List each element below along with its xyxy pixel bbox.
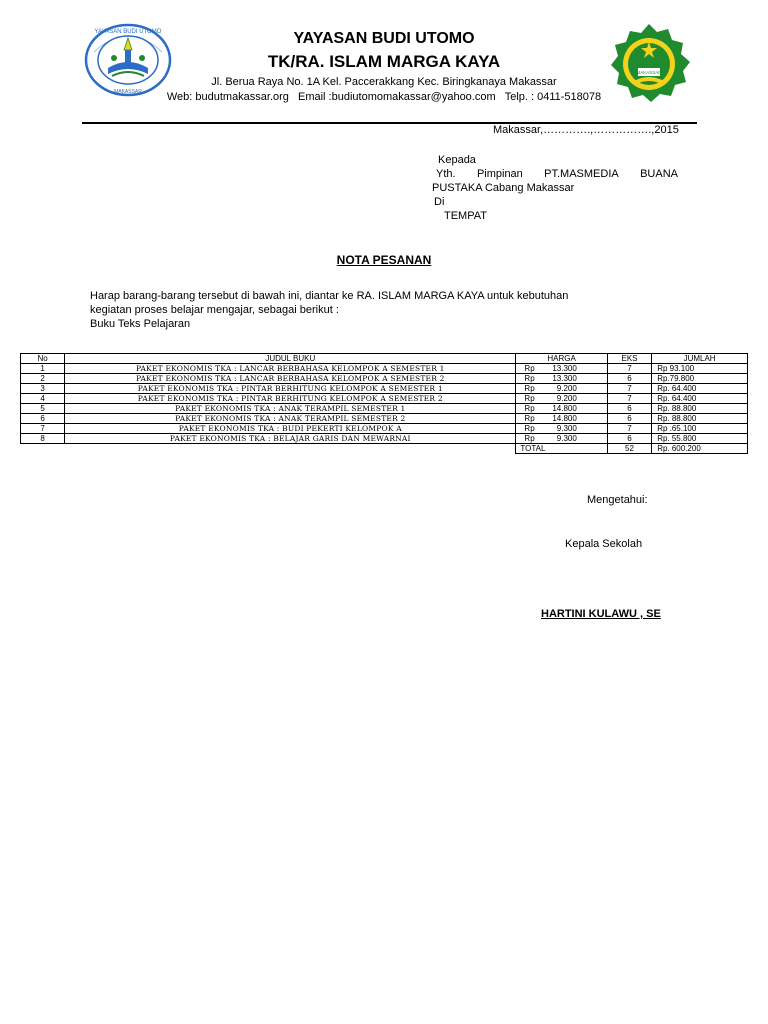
recipient-company: PT.MASMEDIA	[544, 168, 619, 180]
row-harga	[516, 404, 607, 414]
table-row	[21, 424, 748, 434]
recipient-block	[432, 153, 678, 223]
row-harga	[516, 394, 607, 404]
row-no: 6	[21, 414, 65, 424]
recipient-yth-word: Yth.	[436, 168, 456, 180]
svg-text:YAYASAN BUDI UTOMO: YAYASAN BUDI UTOMO	[94, 29, 162, 35]
date-line: Makassar,………….,…………….,2015	[493, 124, 679, 136]
header-harga: HARGA	[516, 354, 607, 364]
total-blank	[65, 444, 516, 454]
row-jumlah: Rp. 64.400	[652, 394, 748, 404]
row-jumlah: Rp. 55.800	[652, 434, 748, 444]
total-jumlah: Rp. 600.200	[652, 444, 748, 454]
row-judul: PAKET EKONOMIS TKA : BUDI PEKERTI KELOMPOK A	[65, 424, 516, 434]
row-harga-amount: 13.300	[552, 374, 577, 383]
row-judul: PAKET EKONOMIS TKA : ANAK TERAMPIL SEMESTER 1	[65, 404, 516, 414]
row-no: 1	[21, 364, 65, 374]
table-header-row	[21, 354, 748, 364]
recipient-tempat: TEMPAT	[444, 210, 487, 222]
row-judul: PAKET EKONOMIS TKA : BELAJAR GARIS DAN MEWARNAI	[65, 434, 516, 444]
order-table-body	[21, 364, 748, 444]
row-eks: 6	[607, 404, 651, 414]
row-judul: PAKET EKONOMIS TKA : ANAK TERAMPIL SEMESTER 2	[65, 414, 516, 424]
signature-title: Kepala Sekolah	[565, 538, 643, 550]
row-judul: PAKET EKONOMIS TKA : PINTAR BERHITUNG KELOMPOK A SEMESTER 2	[65, 394, 516, 404]
row-jumlah: Rp.79.800	[652, 374, 748, 384]
row-eks: 6	[607, 374, 651, 384]
recipient-di: Di	[434, 196, 445, 208]
row-harga-currency: Rp	[524, 374, 535, 383]
row-harga-currency: Rp	[524, 404, 535, 413]
table-row	[21, 384, 748, 394]
row-harga-currency: Rp	[524, 364, 535, 373]
header-judul: JUDUL BUKU	[65, 354, 516, 364]
row-eks: 6	[607, 434, 651, 444]
intro-line: kegiatan proses belajar mengajar, sebagai berikut :	[90, 304, 339, 316]
recipient-pimpinan: Pimpinan	[476, 168, 523, 180]
row-no: 7	[21, 424, 65, 434]
document-title-text: NOTA PESANAN	[336, 253, 432, 267]
row-harga-amount: 9.200	[556, 394, 577, 403]
row-harga	[516, 374, 607, 384]
row-harga-currency: Rp	[524, 414, 535, 423]
row-no: 8	[21, 434, 65, 444]
table-row	[21, 404, 748, 414]
row-no: 3	[21, 384, 65, 394]
row-no: 5	[21, 404, 65, 414]
row-judul: PAKET EKONOMIS TKA : PINTAR BERHITUNG KELOMPOK A SEMESTER 1	[65, 384, 516, 394]
row-harga-amount: 9.300	[556, 434, 577, 443]
row-jumlah: Rp .65.100	[652, 424, 748, 434]
recipient-company-2: BUANA	[640, 168, 678, 180]
recipient-kepada: Kepada	[438, 154, 476, 166]
row-harga-amount: 13.300	[552, 364, 577, 373]
svg-text:MAKASSAR: MAKASSAR	[636, 70, 662, 75]
table-row	[21, 434, 748, 444]
row-jumlah: Rp. 64.400	[652, 384, 748, 394]
recipient-yth	[432, 167, 678, 181]
header-no: No	[21, 354, 65, 364]
row-harga-amount: 14.800	[552, 404, 577, 413]
order-table	[20, 353, 748, 454]
school-name: TK/RA. ISLAM MARGA KAYA	[267, 52, 501, 71]
row-harga-currency: Rp	[524, 394, 535, 403]
document-title	[0, 253, 768, 267]
intro-line: Harap barang-barang tersebut di bawah ini, diantar ke RA. ISLAM MARGA KAYA untuk kebutuhan	[90, 290, 569, 302]
svg-text:MAKASSAR: MAKASSAR	[114, 89, 142, 95]
row-jumlah: Rp. 88.800	[652, 414, 748, 424]
recipient-branch: PUSTAKA Cabang Makassar	[432, 182, 575, 194]
row-eks: 7	[607, 364, 651, 374]
header-jumlah: JUMLAH	[652, 354, 748, 364]
row-harga	[516, 414, 607, 424]
row-no: 2	[21, 374, 65, 384]
table-row	[21, 414, 748, 424]
contact-line	[0, 91, 768, 103]
email: Email :budiutomomakassar@yahoo.com	[298, 91, 496, 103]
website: Web: budutmakassar.org	[166, 91, 289, 103]
row-eks: 7	[607, 384, 651, 394]
signature-name: HARTINI KULAWU , SE	[541, 608, 661, 620]
row-jumlah: Rp 93.100	[652, 364, 748, 374]
letterhead	[0, 18, 768, 110]
signature-mengetahui: Mengetahui:	[587, 494, 648, 506]
row-harga-amount: 9.200	[556, 384, 577, 393]
row-harga	[516, 424, 607, 434]
total-row	[21, 444, 748, 454]
row-no: 4	[21, 394, 65, 404]
row-harga-amount: 14.800	[552, 414, 577, 423]
table-row	[21, 374, 748, 384]
row-harga-currency: Rp	[524, 424, 535, 433]
header-eks: EKS	[607, 354, 651, 364]
total-blank	[21, 444, 65, 454]
table-row	[21, 394, 748, 404]
phone: Telp. : 0411-518078	[504, 91, 602, 103]
table-row	[21, 364, 748, 374]
row-jumlah: Rp. 88.800	[652, 404, 748, 414]
row-eks: 7	[607, 394, 651, 404]
row-judul: PAKET EKONOMIS TKA : LANCAR BERBAHASA KELOMPOK A SEMESTER 1	[65, 364, 516, 374]
row-harga	[516, 434, 607, 444]
intro-paragraph	[90, 289, 650, 331]
row-harga-currency: Rp	[524, 384, 535, 393]
address: Jl. Berua Raya No. 1A Kel. Paccerakkang Kec. Biringkanaya Makassar	[211, 76, 557, 88]
row-harga	[516, 364, 607, 374]
row-harga-amount: 9.300	[556, 424, 577, 433]
organization-name: YAYASAN BUDI UTOMO	[293, 30, 475, 47]
row-judul: PAKET EKONOMIS TKA : LANCAR BERBAHASA KELOMPOK A SEMESTER 2	[65, 374, 516, 384]
intro-subject: Buku Teks Pelajaran	[90, 318, 191, 330]
row-harga-currency: Rp	[524, 434, 535, 443]
total-label: TOTAL	[516, 444, 607, 454]
row-eks: 7	[607, 424, 651, 434]
row-harga	[516, 384, 607, 394]
total-eks: 52	[607, 444, 651, 454]
row-eks: 6	[607, 414, 651, 424]
